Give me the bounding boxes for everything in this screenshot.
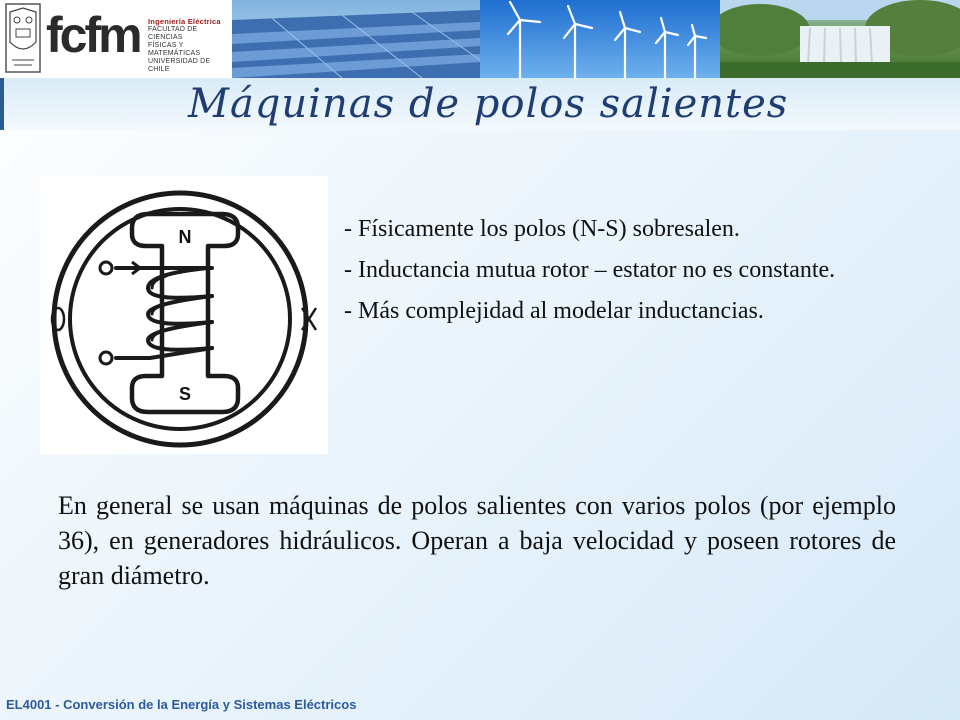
wind-turbines-photo [480,0,720,78]
faculty-line: UNIVERSIDAD DE CHILE [148,58,211,73]
bullet-list [344,214,884,337]
university-logo [0,0,232,78]
fcfm-logo-text: fcfm [46,7,140,63]
faculty-line: FÍSICAS Y MATEMÁTICAS [148,42,201,57]
waterfall-photo [720,0,960,78]
winding-terminal [100,352,112,364]
department-name: Ingeniería Eléctrica [148,17,221,26]
bullet-item: - Inductancia mutua rotor – estator no es constante. [344,257,836,283]
university-seal-icon [4,2,42,74]
solar-panels-photo [232,0,480,78]
pole-north-label: N [178,227,192,247]
faculty-name [148,18,232,74]
winding-terminal [100,262,112,274]
title-accent-bar [0,78,4,130]
slide-title: Máquinas de polos salientes [188,81,789,127]
pole-south-label: S [178,384,192,404]
body-paragraph: En general se usan máquinas de polos salientes con varios polos (por ejemplo 36), en generadores hidráulicos. Operan a baja velocidad y poseen rotores de gran diámetro. [58,491,896,590]
bullet-item: - Físicamente los polos (N-S) sobresalen. [344,216,740,242]
course-footer: EL4001 - Conversión de la Energía y Sistemas Eléctricos [6,697,357,712]
bullet-item: - Más complejidad al modelar inductancias. [344,298,764,324]
salient-pole-machine-diagram [40,176,328,454]
faculty-line: FACULTAD DE CIENCIAS [148,26,198,41]
header-banner [0,0,960,78]
